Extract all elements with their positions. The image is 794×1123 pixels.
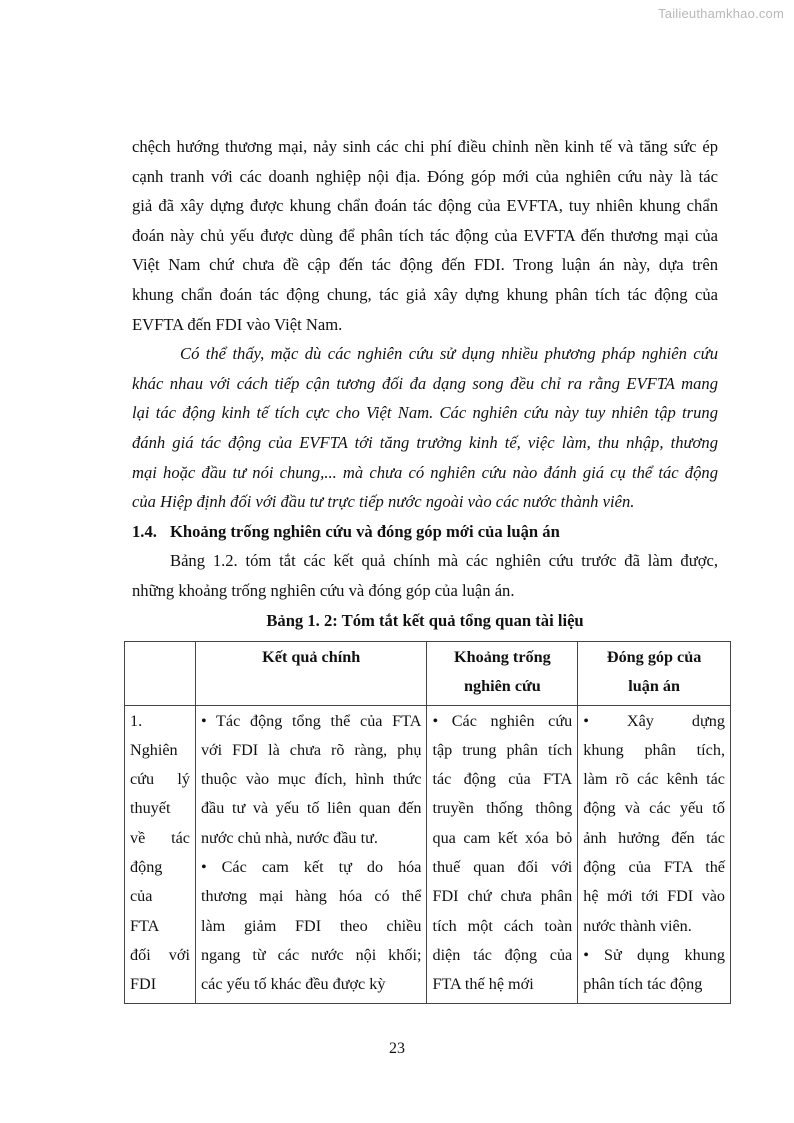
- column-header: Khoảng trống nghiên cứu: [427, 642, 578, 706]
- summary-table: [124, 641, 731, 1004]
- section-number: 1.4.: [132, 521, 157, 541]
- text-line: mại hoặc đầu tư nói chung,... mà chưa có nghiên cứu nào đánh giá cụ thể tác động: [132, 462, 718, 482]
- table-row: [125, 705, 731, 1003]
- text-line: đoán này chủ yếu được dùng để phân tích tác động của EVFTA đến thương mại của: [132, 225, 718, 245]
- paragraph-1: [132, 132, 718, 339]
- table-cell-col1: 1. Nghiên cứu lý thuyết về tác động của FTA đối với FDI: [125, 705, 196, 1003]
- watermark: Tailieuthamkhao.com: [658, 6, 784, 21]
- page-number: 23: [389, 1040, 405, 1057]
- table-cell-col3: • Các nghiên cứu tập trung phân tích tác động của FTA truyền thống thông qua cam kết xóa bỏ thuế quan đối với FDI chứ chưa phân tích một cách toàn diện tác động của FTA thế hệ mới: [427, 705, 578, 1003]
- text-line: giả đã xây dựng được khung chẩn đoán tác động của EVFTA, tuy nhiên khung chẩn: [132, 196, 718, 216]
- column-header: Đóng góp của luận án: [578, 642, 731, 706]
- text-line: cạnh tranh với các doanh nghiệp nội địa. Đóng góp mới của nghiên cứu này là tác: [132, 166, 718, 186]
- text-line: khung chẩn đoán tác động chung, tác giả xây dựng khung phân tích tác động của: [132, 284, 718, 304]
- text-line: đánh giá tác động của EVFTA tới tăng trưởng kinh tế, việc làm, thu nhập, thương: [132, 432, 718, 452]
- text-line: lại tác động kinh tế tích cực cho Việt Nam. Các nghiên cứu này tuy nhiên tập trung: [132, 403, 718, 423]
- section-heading: [132, 517, 718, 547]
- paragraph-3: [132, 546, 718, 605]
- text-line: chệch hướng thương mại, nảy sinh các chi phí điều chỉnh nền kinh tế và tăng sức ép: [132, 137, 718, 156]
- table-cell-col2: • Tác động tổng thể của FTA với FDI là chưa rõ ràng, phụ thuộc vào mục đích, hình thức đầu tư và yếu tố liên quan đến nước chủ nhà, nước đầu tư. • Các cam kết tự do hóa thương mại hàng hóa có thể làm giảm FDI theo chiều ngang từ các nước nội khối; các yếu tố khác đều được kỳ: [195, 705, 427, 1003]
- text-line: khác nhau với cách tiếp cận tương đối đa dạng song đều chỉ ra rằng EVFTA mang: [132, 373, 718, 393]
- table-cell-col4: • Xây dựng khung phân tích, làm rõ các kênh tác động và các yếu tố ảnh hưởng đến tác động của FTA thế hệ mới tới FDI vào nước thành viên. • Sử dụng khung phân tích tác động: [578, 705, 731, 1003]
- table-caption: Bảng 1. 2: Tóm tắt kết quả tổng quan tài liệu: [266, 610, 584, 630]
- page-body: [132, 132, 718, 635]
- column-header: [125, 642, 196, 706]
- text-line: của Hiệp định đối với đầu tư trực tiếp nước ngoài vào các nước thành viên.: [132, 492, 635, 512]
- paragraph-2: [132, 339, 718, 517]
- table-header-row: [125, 642, 731, 706]
- text-line: Bảng 1.2. tóm tắt các kết quả chính mà các nghiên cứu trước đã làm được,: [170, 551, 718, 571]
- text-line: những khoảng trống nghiên cứu và đóng góp của luận án.: [132, 580, 515, 600]
- text-line: EVFTA đến FDI vào Việt Nam.: [132, 314, 343, 334]
- text-line: Việt Nam chứ chưa đề cập đến tác động đến FDI. Trong luận án này, dựa trên: [132, 255, 718, 275]
- column-header: Kết quả chính: [195, 642, 427, 706]
- text-line: Có thể thấy, mặc dù các nghiên cứu sử dụng nhiều phương pháp nghiên cứu: [180, 344, 718, 364]
- section-title: Khoảng trống nghiên cứu và đóng góp mới của luận án: [170, 521, 560, 541]
